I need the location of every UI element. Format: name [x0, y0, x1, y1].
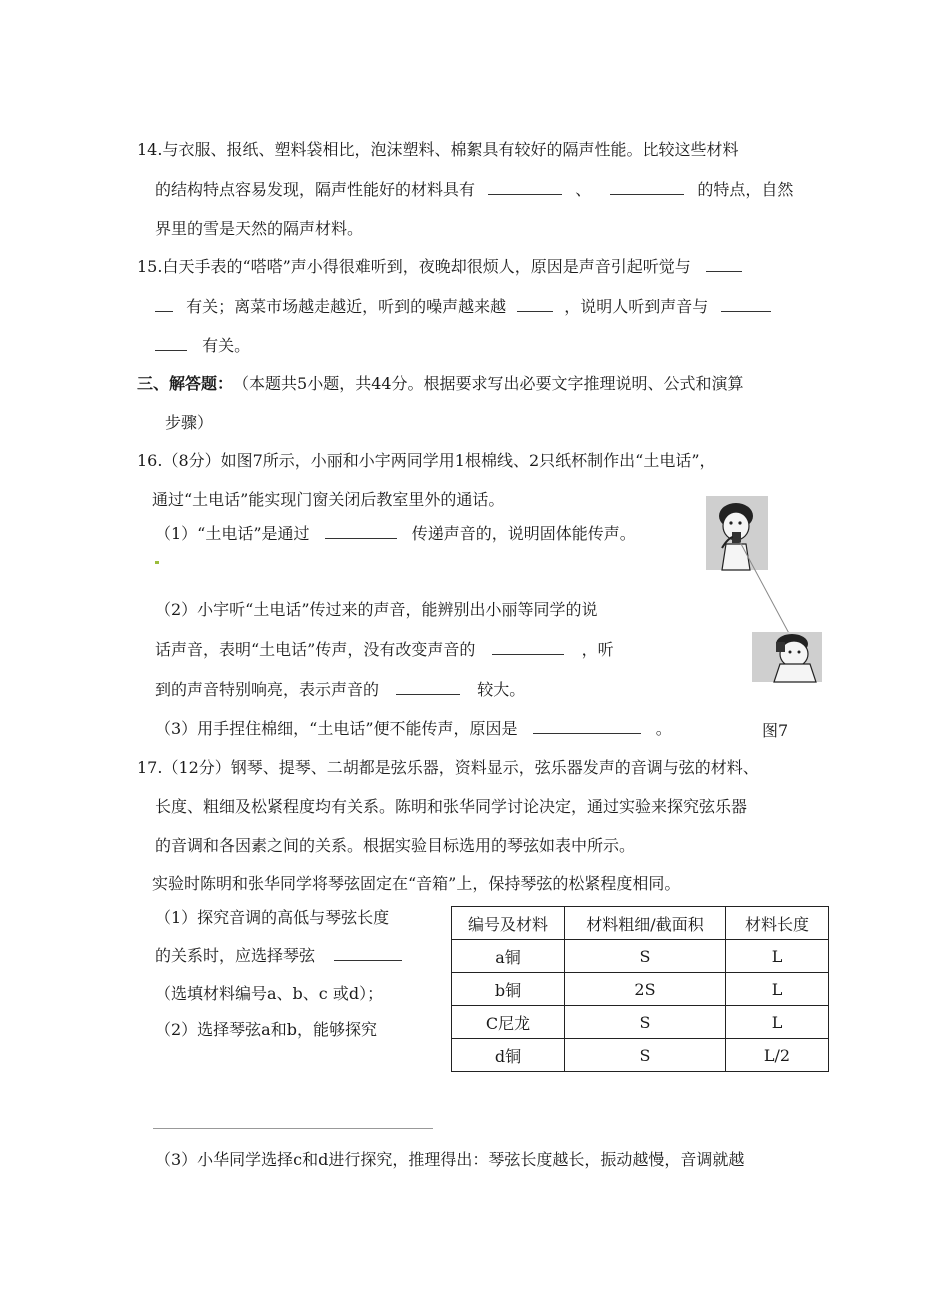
q16-part1-blank[interactable]	[325, 524, 397, 539]
q15-line3	[155, 336, 250, 356]
q16-part2-blank-1[interactable]	[492, 640, 564, 655]
q16-part2-text-d: 较大。	[477, 680, 526, 699]
table-cell: b铜	[452, 973, 565, 1006]
q15-answer-blank-2[interactable]	[517, 297, 553, 312]
section3-header	[137, 374, 744, 394]
table-cell: C尼龙	[452, 1006, 565, 1039]
table-row	[452, 973, 829, 1006]
q16-part2-blank-2[interactable]	[396, 680, 460, 695]
section3-description: （本题共5小题，共44分。根据要求写出必要文字推理说明、公式和演算	[241, 374, 744, 393]
string-spec-table	[451, 906, 829, 1072]
q16-part2-text-b: ，听	[581, 640, 614, 659]
q14-line2-text-a: 的结构特点容易发现，隔声性能好的材料具有	[155, 180, 476, 199]
q16-part2-text-c: 到的声音特别响亮，表示声音的	[155, 680, 380, 699]
q16-part2-text-a: 话声音，表明“土电话”传声，没有改变声音的	[155, 640, 476, 659]
table-cell: 2S	[565, 973, 726, 1006]
table-header-id: 编号及材料	[452, 907, 565, 940]
q17-line4: 实验时陈明和张华同学将琴弦固定在“音箱”上，保持琴弦的松紧程度相同。	[152, 874, 681, 893]
q14-answer-blank-1[interactable]	[488, 180, 562, 195]
table-cell: S	[565, 940, 726, 973]
table-cell: L	[726, 940, 829, 973]
table-row	[452, 1039, 829, 1072]
q16-part3-text-a: （3）用手捏住棉细，“土电话”便不能传声，原因是	[155, 719, 518, 738]
q14-answer-blank-2[interactable]	[610, 180, 684, 195]
q17-line3: 的音调和各因素之间的关系。根据实验目标选用的琴弦如表中所示。	[155, 836, 636, 855]
q15-line3-text: 有关。	[202, 336, 251, 355]
q17-line2: 长度、粗细及松紧程度均有关系。陈明和张华同学讨论决定，通过实验来探究弦乐器	[155, 797, 748, 816]
table-row	[452, 1006, 829, 1039]
q17-part1-line3: （选填材料编号a、b、c 或d）；	[155, 984, 384, 1003]
table-cell: L	[726, 1006, 829, 1039]
q14-line2-text-b: 的特点，自然	[697, 180, 794, 199]
table-header-row	[452, 907, 829, 940]
q14-separator: 、	[575, 180, 592, 199]
table-cell: L/2	[726, 1039, 829, 1072]
table-cell: a铜	[452, 940, 565, 973]
q15-answer-blank-1a[interactable]	[706, 257, 742, 272]
q15-line1	[137, 257, 742, 277]
q15-answer-blank-3a[interactable]	[721, 297, 771, 312]
q15-line2	[155, 297, 771, 317]
q17-line1: 17.（12分）钢琴、提琴、二胡都是弦乐器，资料显示，弦乐器发声的音调与弦的材料、	[137, 758, 759, 777]
q16-part3-text-b: 。	[655, 719, 672, 738]
section3-title: 三、解答题：	[137, 374, 234, 393]
q17-part2-line1: （2）选择琴弦a和b，能够探究	[155, 1020, 377, 1039]
q17-part2-answer-line[interactable]	[153, 1128, 433, 1129]
q16-part2-line1: （2）小宇听“土电话”传过来的声音，能辨别出小丽等同学的说	[155, 600, 598, 619]
q14-line1: 14.与衣服、报纸、塑料袋相比，泡沫塑料、棉絮具有较好的隔声性能。比较这些材料	[137, 140, 739, 159]
table-header-length: 材料长度	[726, 907, 829, 940]
figure-7-illustration	[700, 492, 830, 687]
table-cell: L	[726, 973, 829, 1006]
q16-part3	[155, 719, 672, 739]
q15-answer-blank-3b[interactable]	[155, 336, 187, 351]
q16-part2-line2	[155, 640, 614, 660]
q16-part1-text-a: （1）“土电话”是通过	[155, 524, 310, 543]
q15-answer-blank-1b[interactable]	[155, 297, 173, 312]
q16-line2: 通过“土电话”能实现门窗关闭后教室里外的通话。	[152, 490, 505, 509]
section3-description-cont: 步骤）	[165, 413, 214, 432]
table-cell: d铜	[452, 1039, 565, 1072]
q15-line2-text-b: ，说明人听到声音与	[564, 297, 709, 316]
q17-part1-text: 的关系时，应选择琴弦	[155, 946, 316, 965]
table-header-thickness: 材料粗细/截面积	[565, 907, 726, 940]
table-cell: S	[565, 1006, 726, 1039]
q17-part1-blank[interactable]	[334, 946, 402, 961]
q16-part3-blank[interactable]	[533, 719, 641, 734]
table-row	[452, 940, 829, 973]
girl-cup	[732, 532, 741, 543]
stray-mark	[155, 561, 159, 564]
boy-cup	[776, 642, 785, 652]
table-cell: S	[565, 1039, 726, 1072]
q17-part3: （3）小华同学选择c和d进行探究，推理得出：琴弦长度越长，振动越慢，音调就越	[155, 1150, 745, 1169]
figure-7-label: 图7	[762, 721, 789, 740]
q17-part1-line1: （1）探究音调的高低与琴弦长度	[155, 908, 390, 927]
q16-part1-text-b: 传递声音的，说明固体能传声。	[411, 524, 636, 543]
q16-line1: 16.（8分）如图7所示，小丽和小宇两同学用1根棉线、2只纸杯制作出“土电话”，	[137, 451, 716, 470]
q15-line2-text-a: 有关；离菜市场越走越近，听到的噪声越来越	[186, 297, 507, 316]
q14-line2	[155, 180, 793, 200]
q14-line3: 界里的雪是天然的隔声材料。	[155, 219, 364, 238]
q15-line1-text: 15.白天手表的“嗒嗒”声小得很难听到，夜晚却很烦人，原因是声音引起听觉与	[137, 257, 691, 276]
q17-part1-line2	[155, 946, 402, 966]
q16-part2-line3	[155, 680, 525, 700]
q16-part1	[155, 524, 636, 544]
